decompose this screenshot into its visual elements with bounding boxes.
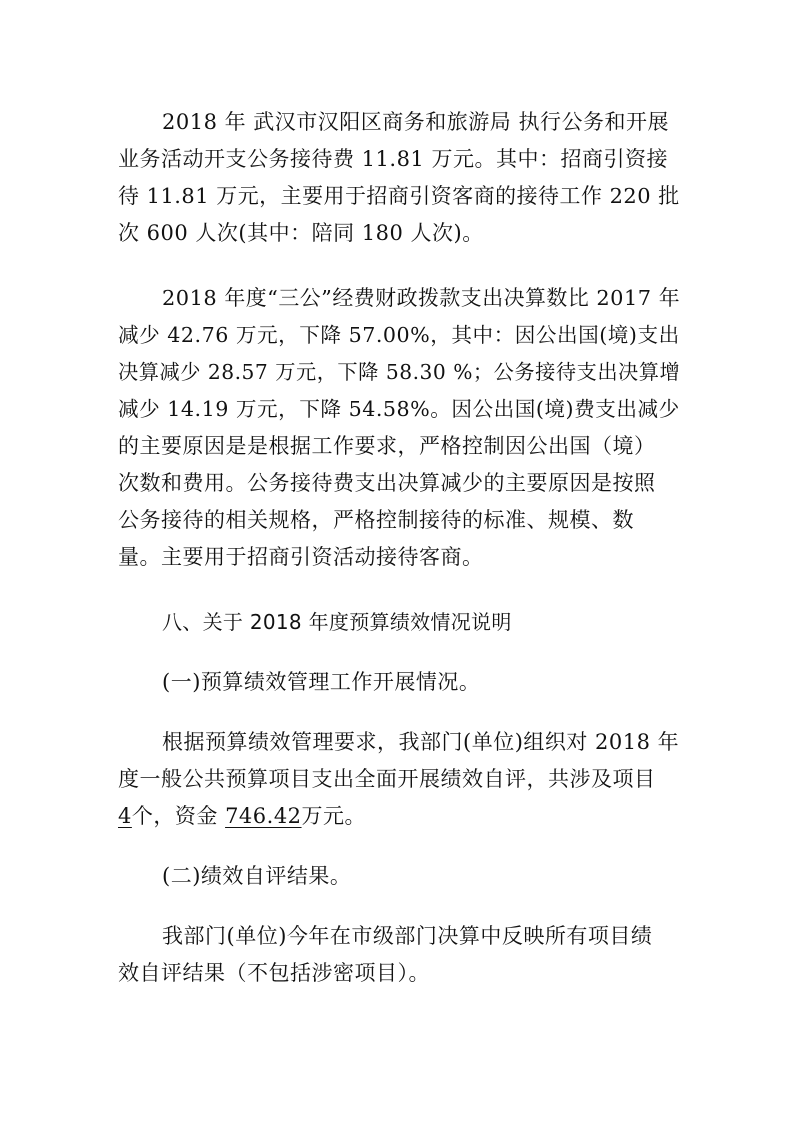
text-line: 2018 年度“三公”经费财政拨款支出决算数比 2017 年 — [162, 286, 681, 310]
text-line: 减少 42.76 万元，下降 57.00%，其中：因公出国(境)支出 — [118, 323, 680, 347]
text-line: 效自评结果（不包括涉密项目）。 — [118, 961, 430, 985]
text-line: 决算减少 28.57 万元，下降 58.30 %；公务接待支出决算增 — [118, 360, 681, 384]
text-line: 次数和费用。公务接待费支出决算减少的主要原因是按照 — [118, 471, 656, 495]
text-line: 减少 14.19 万元，下降 54.58%。因公出国(境)费支出减少 — [118, 397, 680, 421]
section-heading: 八、关于 2018 年度预算绩效情况说明 — [162, 610, 512, 634]
text-line: 待 11.81 万元，主要用于招商引资客商的接待工作 220 批 — [118, 184, 680, 208]
text-line: 根据预算绩效管理要求，我部门(单位)组织对 2018 年 — [162, 730, 680, 754]
text-line: 度一般公共预算项目支出全面开展绩效自评，共涉及项目 — [118, 767, 656, 791]
subsection-title: (一)预算绩效管理工作开展情况。 — [162, 670, 481, 694]
text-line — [118, 801, 366, 831]
text-line: 业务活动开支公务接待费 11.81 万元。其中：招商引资接 — [118, 147, 668, 171]
text-line: 量。主要用于招商引资活动接待客商。 — [118, 545, 484, 569]
text-line: 公务接待的相关规格，严格控制接待的标准、规模、数 — [118, 508, 634, 532]
text-fragment: 万元。 — [301, 804, 367, 828]
text-line: 2018 年 武汉市汉阳区商务和旅游局 执行公务和开展 — [162, 110, 669, 134]
text-line: 次 600 人次(其中：陪同 180 人次)。 — [118, 221, 484, 245]
text-fragment: 个，资金 — [131, 804, 218, 828]
fund-amount: 746.42 — [225, 804, 302, 828]
text-line: 的主要原因是是根据工作要求，严格控制因公出国（境） — [118, 434, 656, 458]
text-line: 我部门(单位)今年在市级部门决算中反映所有项目绩 — [162, 924, 653, 948]
project-count: 4 — [118, 804, 132, 828]
subsection-title: (二)绩效自评结果。 — [162, 864, 352, 888]
